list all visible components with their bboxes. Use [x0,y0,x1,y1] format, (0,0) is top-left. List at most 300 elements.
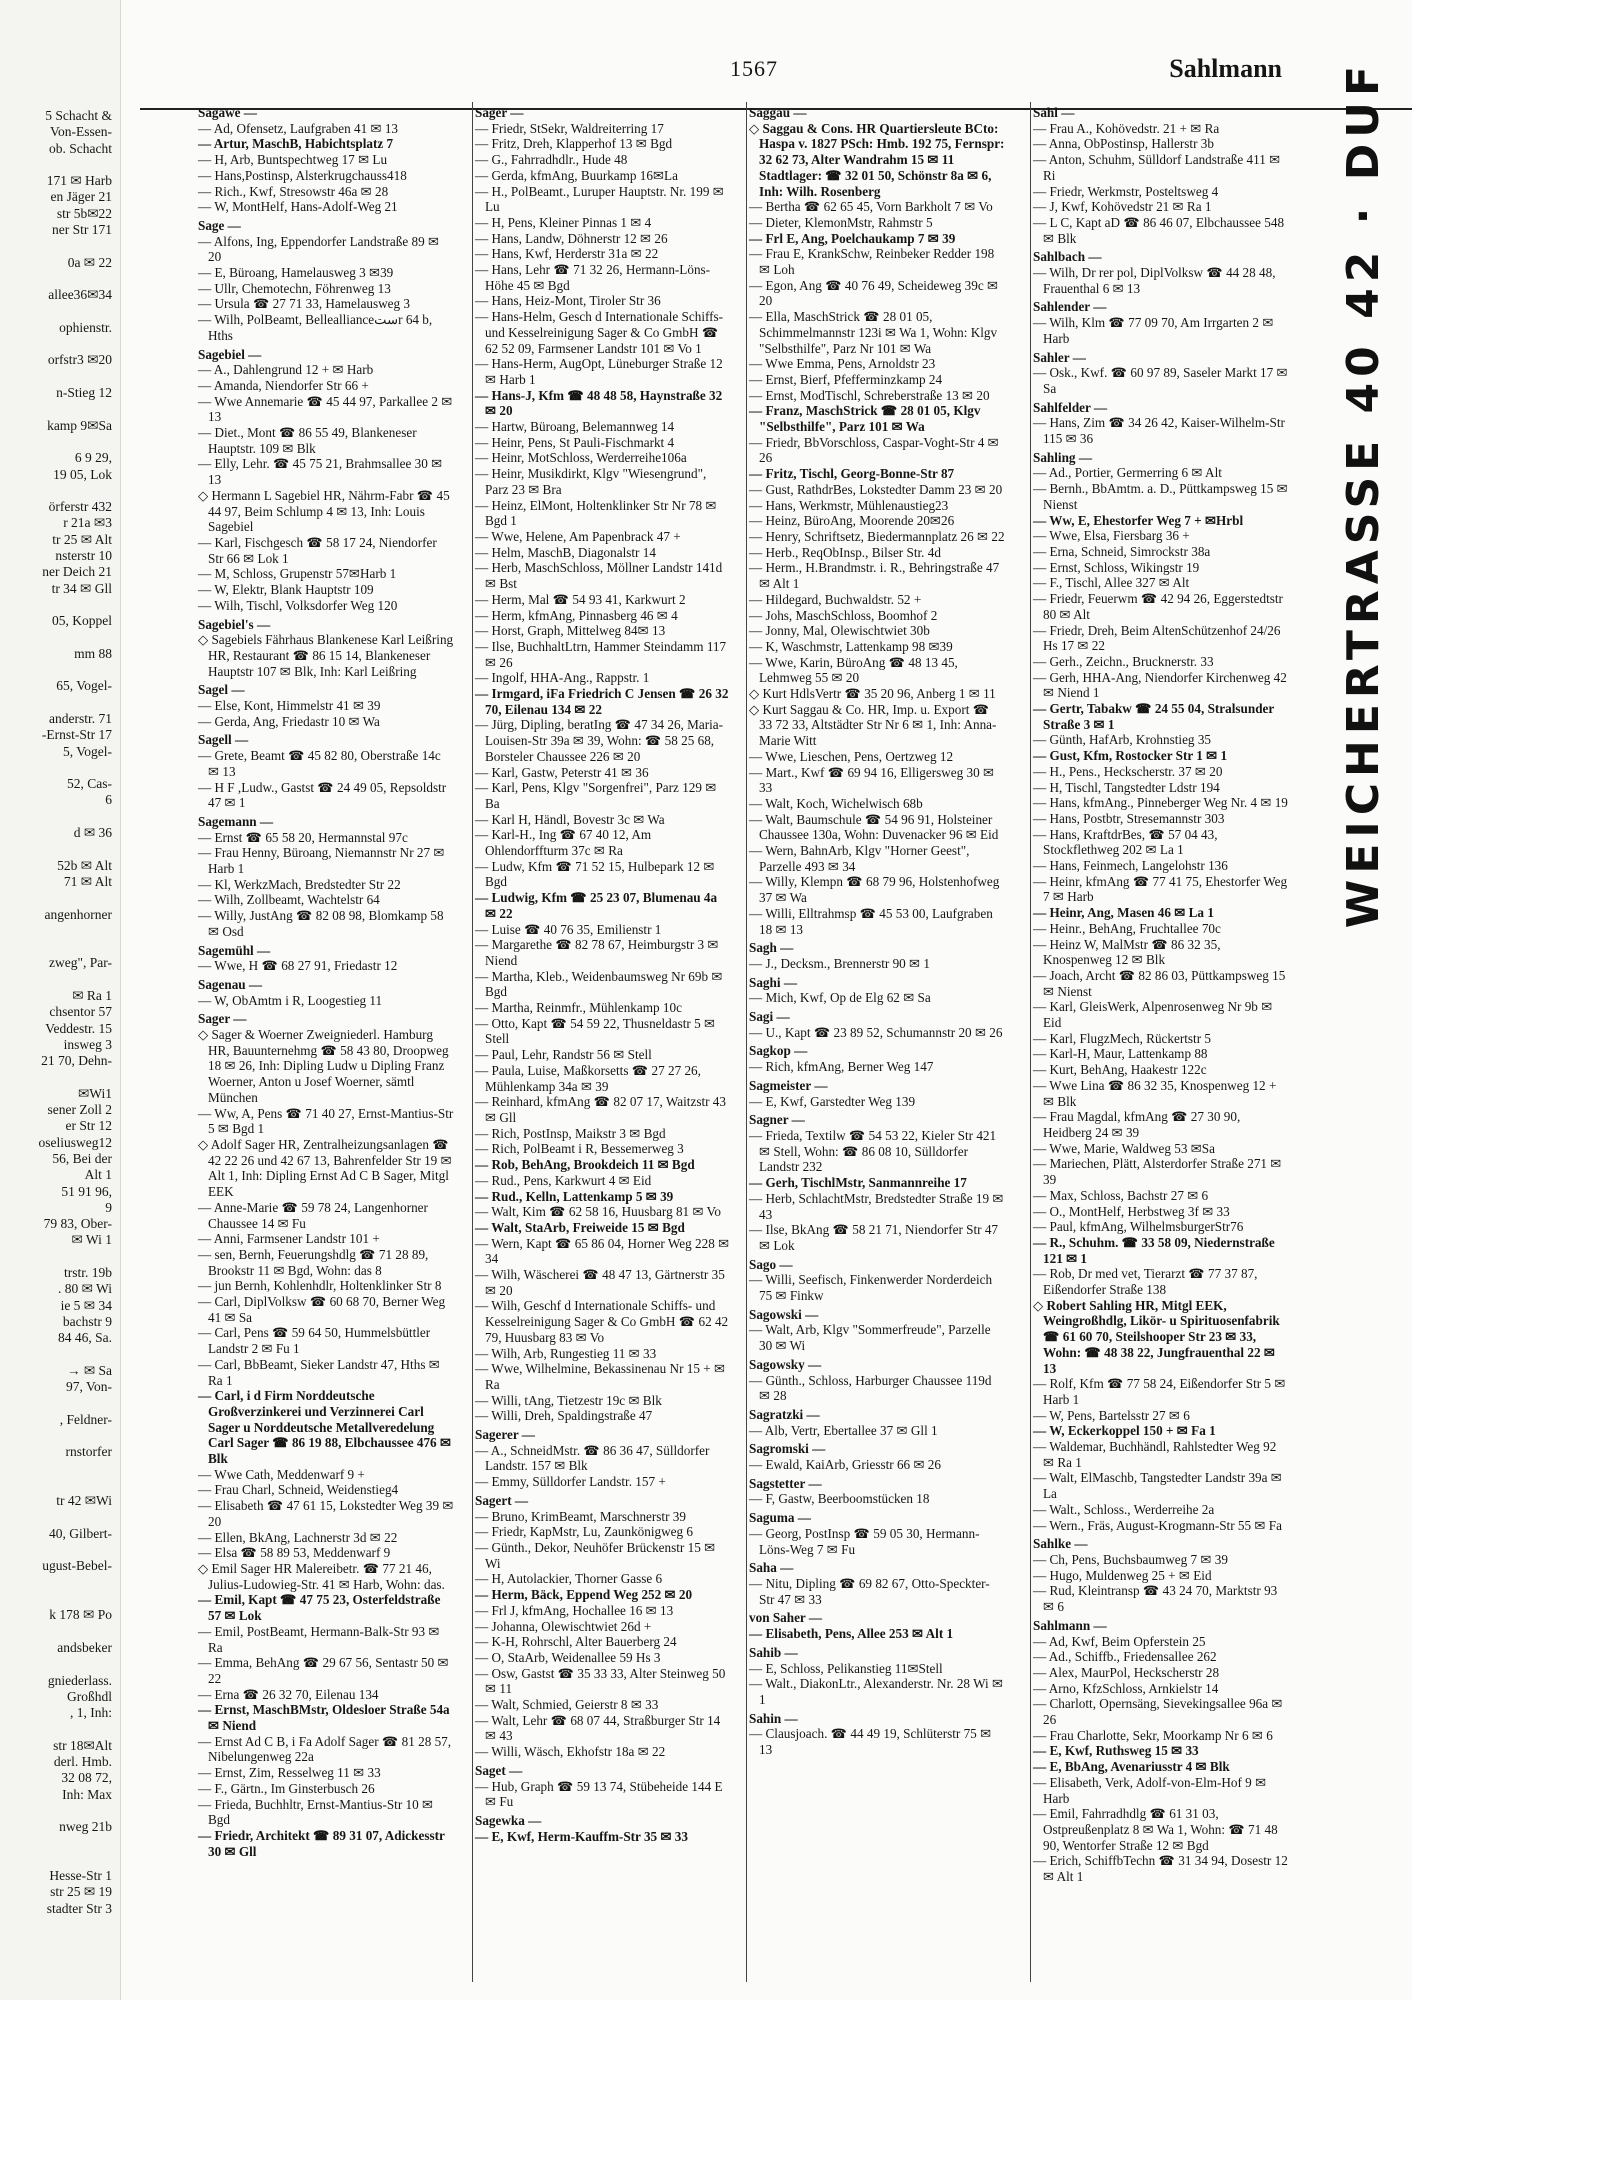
directory-entry: — Karl, FlugzMech, Rückertstr 5 [1033,1030,1211,1046]
directory-entry: — Otto, Kapt ☎ 54 59 22, Thusneldastr 5 ✉ Stell [475,1015,716,1047]
margin-line: str 18✉Alt [53,1737,112,1753]
surname-heading: Sagkop — [749,1043,808,1059]
surname-heading: Sagenau — [198,976,263,992]
blank-margin [1412,0,1600,2000]
directory-entry: — Wwe, Elsa, Fiersbarg 36 + [1033,528,1190,544]
margin-line: 05, Koppel [52,613,112,629]
directory-entry: — L C, Kapt aD ☎ 86 46 07, Elbchaussee 548 ✉ Blk [1033,214,1285,246]
directory-entry: — Hartw, Büroang, Belemannweg 14 [475,419,675,435]
directory-entry: — Johanna, Olewischtwiet 26d + [475,1618,652,1634]
directory-entry: — Ad, Kwf, Beim Opferstein 25 [1033,1633,1206,1649]
directory-entry: — Walt, Kim ☎ 62 58 16, Huusbarg 81 ✉ Vo [475,1204,721,1220]
directory-entry: — Alex, MaurPol, Heckscherstr 28 [1033,1664,1220,1680]
directory-entry: — Karl, Fischgesch ☎ 58 17 24, Niendorfer Str 66 ✉ Lok 1 [198,534,437,566]
directory-entry: — Willi, Elltrahmsp ☎ 45 53 00, Laufgraben 18 ✉ 13 [749,905,993,937]
directory-entry: — Ernst, MaschBMstr, Oldesloer Straße 54a ✉ Niend [198,1702,450,1734]
margin-line [0,157,112,173]
directory-entry: — Charlott, Opernsäng, Sievekingsallee 96a ✉ 26 [1033,1696,1283,1728]
margin-line [0,1835,112,1851]
directory-entry: — Hans-J, Kfm ☎ 48 48 58, Haynstraße 32 ✉ 20 [475,387,723,419]
directory-entry: — Franz, MaschStrick ☎ 28 01 05, Klgv "Selbsthilfe", Parz 101 ✉ Wa [749,403,981,435]
margin-line [0,1624,112,1640]
directory-entry: — Herm, kfmAng, Pinnasberg 46 ✉ 4 [475,607,678,623]
margin-line: en Jäger 21 [50,189,112,205]
directory-entry: — Paul, kfmAng, WilhelmsburgerStr76 [1033,1219,1244,1235]
margin-line [0,695,112,711]
margin-line [0,434,112,450]
margin-line [0,271,112,287]
surname-heading: Sahlbach — [1033,249,1102,265]
directory-entry: — Heinr, Pens, St Pauli-Fischmarkt 4 [475,434,675,450]
margin-line: . 80 ✉ Wi [57,1281,112,1297]
surname-heading: Sagmeister — [749,1077,828,1093]
directory-entry: — E, Kwf, Ruthsweg 15 ✉ 33 [1033,1743,1199,1759]
directory-entry: — Wilh, Tischl, Volksdorfer Weg 120 [198,597,398,613]
directory-entry: ◇ Sager & Woerner Zweigniederl. Hamburg HR, Bauunternehmg ☎ 58 43 80, Droopweg 18 ✉ 26, Inh: Dipling Ludw u Dipling Franz Woerner, Anton u Josef Woerner, sämtl München [198,1027,449,1105]
directory-entry: — Frau E, KrankSchw, Reinbeker Redder 198 ✉ Loh [749,246,995,278]
margin-line [0,369,112,385]
directory-entry: — Rolf, Kfm ☎ 77 58 24, Eißendorfer Str 5 ✉ Harb 1 [1033,1376,1286,1407]
margin-line [0,1575,112,1591]
directory-entry: — Gerda, Ang, Friedastr 10 ✉ Wa [198,713,380,729]
directory-entry: — Egon, Ang ☎ 40 76 49, Scheideweg 39c ✉ 20 [749,277,999,309]
directory-entry: — Willi, Dreh, Spaldingstraße 47 [475,1408,653,1424]
directory-entry: — Jürg, Dipling, beratIng ☎ 47 34 26, Maria-Louisen-Str 39a ✉ 39, Wohn: ☎ 58 25 68, Borsteler Chaussee 226 ✉ 20 [475,717,724,764]
directory-entry: — O, StaArb, Weidenallee 59 Hs 3 [475,1649,661,1665]
page-number: 1567 [730,56,778,81]
margin-line: trstr. 19b [63,1265,112,1281]
directory-entry: — Ernst, ModTischl, Schreberstraße 13 ✉ 20 [749,387,990,403]
directory-entry: — Waldemar, Buchhändl, Rahlstedter Weg 92 ✉ Ra 1 [1033,1439,1277,1470]
margin-line: tr 25 ✉ Alt [52,531,112,547]
directory-entry: — Günth, HafArb, Krohnstieg 35 [1033,732,1212,748]
directory-entry: — Else, Kont, Himmelstr 41 ✉ 39 [198,698,381,714]
directory-entry: — Frieda, Buchhltr, Ernst-Mantius-Str 10 ✉ Bgd [198,1796,434,1828]
directory-entry: — Martha, Reinmfr., Mühlenkamp 10c [475,1000,682,1016]
directory-entry: — Wern, Kapt ☎ 65 86 04, Horner Weg 228 ✉ 34 [475,1235,730,1267]
margin-line: insweg 3 [63,1036,112,1052]
directory-entry: — Wwe, Karin, BüroAng ☎ 48 13 45, Lehmweg 55 ✉ 20 [749,654,958,686]
directory-entry: — Wwe, Marie, Waldweg 53 ✉Sa [1033,1140,1215,1156]
margin-line: mm 88 [74,645,112,661]
directory-entry: — J, Kwf, Kohövedstr 21 ✉ Ra 1 [1033,199,1212,215]
directory-entry: — Willi, tAng, Tietzestr 19c ✉ Blk [475,1392,662,1408]
surname-heading: Sahlender — [1033,299,1107,315]
directory-entry: — Rud, Kleintransp ☎ 43 24 70, Marktstr 93 ✉ 6 [1033,1583,1278,1615]
directory-entry: — H, Autolackier, Thorner Gasse 6 [475,1571,663,1587]
directory-entry: — Ursula ☎ 27 71 33, Hamelausweg 3 [198,296,411,312]
surname-heading: Sagstetter — [749,1475,822,1491]
directory-entry: — F, Gastw, Beerboomstücken 18 [749,1491,930,1507]
directory-entry: — Ad, Ofensetz, Laufgraben 41 ✉ 13 [198,120,399,136]
margin-line: 5, Vogel- [62,743,112,759]
margin-line [0,939,112,955]
directory-entry: — Amanda, Niendorfer Str 66 + [198,377,369,393]
margin-line [0,304,112,320]
directory-entry: — Walt, Baumschule ☎ 54 96 91, Holsteiner Chaussee 130a, Wohn: Duvenacker 96 ✉ Eid [749,811,999,843]
margin-line: Von-Essen- [50,124,112,140]
directory-entry: — Herm, Mal ☎ 54 93 41, Karkwurt 2 [475,591,686,607]
surname-heading: Sahib — [749,1644,798,1660]
directory-entry: — Walt, Lehr ☎ 68 07 44, Straßburger Str 14 ✉ 43 [475,1712,721,1744]
directory-entry: — Hans-Helm, Gesch d Internationale Schiffs- und Kesselreinigung Sager & Co GmbH ☎ 62 52 09, Farmsener Landstr 101 ✉ Vo 1 [475,309,724,356]
directory-entry: — Wilh, Klm ☎ 77 09 70, Am Irrgarten 2 ✉ Harb [1033,315,1274,346]
margin-line: rnstorfer [65,1444,112,1460]
directory-entry: — Wwe Annemarie ☎ 45 44 97, Parkallee 2 ✉ 13 [198,393,453,425]
margin-line [0,923,112,939]
margin-line: -Ernst-Str 17 [41,727,112,743]
directory-entry: — Heinr., BehAng, Fruchtallee 70c [1033,920,1221,936]
directory-entry: — H F ,Ludw., Gastst ☎ 24 49 05, Repsoldstr 47 ✉ 1 [198,779,447,811]
margin-line: 40, Gilbert- [49,1525,112,1541]
margin-line: 79 83, Ober- [43,1216,112,1232]
margin-line [0,1477,112,1493]
surname-heading: Sahler — [1033,349,1086,365]
directory-entry: — G., Fahrradhdlr., Hude 48 [475,152,628,168]
directory-column-4 [1030,102,1289,1982]
directory-entry: — Elly, Lehr. ☎ 45 75 21, Brahmsallee 30 ✉ 13 [198,456,443,488]
margin-line: stadter Str 3 [46,1900,112,1916]
directory-entry: — Herm, Bäck, Eppend Weg 252 ✉ 20 [475,1587,693,1603]
directory-entry: — Hans, Landw, Döhnerstr 12 ✉ 26 [475,230,668,246]
directory-entry: — Ingolf, HHA-Ang., Rappstr. 1 [475,670,650,686]
directory-entry: — Frau Henny, Büroang, Niemannstr Nr 27 ✉ Harb 1 [198,845,445,877]
directory-entry: — R., Schuhm. ☎ 33 58 09, Niedernstraße 121 ✉ 1 [1033,1234,1275,1266]
directory-entry: — E, Büroang, Hamelausweg 3 ✉39 [198,265,394,281]
directory-entry: — Wwe Cath, Meddenwarf 9 + [198,1466,365,1482]
directory-entry: — Frl J, kfmAng, Hochallee 16 ✉ 13 [475,1602,674,1618]
directory-entry: — Margarethe ☎ 82 78 67, Heimburgstr 3 ✉ Niend [475,937,719,968]
directory-entry: — Karl, Gastw, Peterstr 41 ✉ 36 [475,764,649,780]
directory-entry: — Ad., Schiffb., Friedensallee 262 [1033,1649,1217,1665]
surname-heading: Sagh — [749,940,794,956]
margin-line: Großhdl [67,1688,112,1704]
margin-line: Alt 1 [84,1167,112,1183]
directory-entry: — Arno, KfzSchloss, Arnkielstr 14 [1033,1680,1219,1696]
directory-entry: — Hub, Graph ☎ 59 13 74, Stübeheide 144 E ✉ Fu [475,1778,723,1810]
margin-line [0,401,112,417]
margin-line [0,1852,112,1868]
directory-entry: — Elsa ☎ 58 89 53, Meddenwarf 9 [198,1545,391,1561]
directory-entry: — Grete, Beamt ☎ 45 82 80, Oberstraße 14c ✉ 13 [198,748,441,779]
directory-entry: — Hugo, Muldenweg 25 + ✉ Eid [1033,1567,1212,1583]
directory-entry: — Heinz, BüroAng, Moorende 20✉26 [749,513,955,529]
margin-line: Inh: Max [62,1786,112,1802]
directory-entry: — O., MontHelf, Herbstweg 3f ✉ 33 [1033,1203,1230,1219]
directory-entry: — K-H, Rohrschl, Alter Bauerberg 24 [475,1634,677,1650]
margin-line: sener Zoll 2 [47,1102,112,1118]
directory-entry: — Herb, SchlachtMstr, Bredstedter Straße 19 ✉ 43 [749,1190,1004,1222]
margin-line: 97, Von- [65,1379,112,1395]
directory-entry: — jun Bernh, Kohlenhdlr, Holtenklinker Str 8 [198,1278,442,1294]
directory-entry: — Walt., DiakonLtr., Alexanderstr. Nr. 28 Wi ✉ 1 [749,1676,1004,1707]
directory-entry: — Kl, WerkzMach, Bredstedter Str 22 [198,876,401,892]
margin-line: er Str 12 [65,1118,112,1134]
directory-entry: — Wilh, Geschf d Internationale Schiffs- und Kesselreinigung Sager & Co GmbH ☎ 62 42 79, Huusbarg 83 ✉ Vo [475,1298,729,1345]
directory-entry: — Herb, MaschSchloss, Möllner Landstr 141d ✉ Bst [475,560,723,592]
directory-entry: — K, Waschmstr, Lattenkamp 98 ✉39 [749,638,953,654]
surname-heading: von Saher — [749,1610,823,1626]
directory-entry: ◇ Saggau & Cons. HR Quartiersleute BCto: Haspa v. 1827 PSch: Hmb. 192 75, Fernspr: 32 62 73, Alter Wandrahm 15 ✉ 11 Stadtlager: ☎ 32 01 50, Schönstr 8a ✉ 6, Inh: Wilh. Rosenberg [749,120,1005,199]
directory-entry: — E, BbAng, Avenariusstr 4 ✉ Blk [1033,1759,1230,1775]
directory-entry: — Emil, Fahrradhdlg ☎ 61 31 03, Ostpreußenplatz 8 ✉ Wa 1, Wohn: ☎ 71 48 90, Wentorfer Straße 12 ✉ Bgd [1033,1806,1278,1853]
directory-entry: — Alfons, Ing, Eppendorfer Landstraße 89 ✉ 20 [198,233,440,265]
directory-entry: ◇ Sagebiels Fährhaus Blankenese Karl Leißring HR, Restaurant ☎ 86 15 14, Blankeneser Hauptstr 107 ✉ Blk, Inh: Karl Leißring [198,632,454,679]
directory-entry: — Bertha ☎ 62 65 45, Vorn Barkholt 7 ✉ Vo [749,199,993,215]
directory-entry: — E, Kwf, Herm-Kauffm-Str 35 ✉ 33 [475,1828,688,1844]
margin-line: Veddestr. 15 [45,1020,112,1036]
directory-entry: — Elisabeth, Verk, Adolf-von-Elm-Hof 9 ✉ Harb [1033,1774,1267,1806]
directory-entry: — Ewald, KaiArb, Griesstr 66 ✉ 26 [749,1457,941,1473]
directory-entry: — Ullr, Chemotechn, Föhrenweg 13 [198,280,391,296]
directory-entry: — Osk., Kwf. ☎ 60 97 89, Saseler Markt 17 ✉ Sa [1033,365,1288,396]
directory-entry: — Paula, Luise, Maßkorsetts ☎ 27 27 26, Mühlenkamp 34a ✉ 39 [475,1062,701,1094]
surname-heading: Sagebiel's — [198,616,271,632]
directory-entry: — Ernst Ad C B, i Fa Adolf Sager ☎ 81 28 57, Nibelungenweg 22a [198,1733,452,1765]
margin-line: ✉Wi1 [77,1085,112,1101]
directory-entry: — F., Tischl, Allee 327 ✉ Alt [1033,575,1190,591]
directory-entry: — A., Dahlengrund 12 + ✉ Harb [198,362,374,378]
directory-entry: — Irmgard, iFa Friedrich C Jensen ☎ 26 32 70, Eilenau 134 ✉ 22 [475,686,729,717]
margin-line [0,1395,112,1411]
directory-entry: — Karl, Pens, Klgv "Sorgenfrei", Parz 129 ✉ Ba [475,780,717,811]
margin-line: allee36✉34 [48,287,112,303]
directory-entry: — Hans, KraftdrBes, ☎ 57 04 43, Stockflethweg 202 ✉ La 1 [1033,826,1218,858]
margin-line: ner Deich 21 [42,564,112,580]
previous-page-margin-text [0,108,112,1988]
directory-entry: — Rud., Kelln, Lattenkamp 5 ✉ 39 [475,1188,674,1204]
surname-heading: Sagemann — [198,813,274,829]
directory-entry: — Ernst, Bierf, Pfefferminzkamp 24 [749,371,943,387]
directory-entry: — Frau Charl, Schneid, Weidenstieg4 [198,1482,399,1498]
stamp-text: WEICHERTRASSE 40 42 · DUF [1338,60,1389,929]
surname-heading: Saggau — [749,105,807,120]
directory-entry: — Emil, PostBeamt, Hermann-Balk-Str 93 ✉ Ra [198,1623,440,1655]
directory-entry: — Hans, Werkmstr, Mühlenaustieg23 [749,497,949,513]
directory-entry: — Carl, DiplVolksw ☎ 60 68 70, Berner Weg 41 ✉ Sa [198,1294,446,1325]
directory-entry: — Ludwig, Kfm ☎ 25 23 07, Blumenau 4a ✉ 22 [475,890,718,921]
directory-entry: — Bernh., BbAmtm. a. D., Püttkampsweg 15 ✉ Nienst [1033,481,1288,512]
surname-heading: Sager — [475,105,524,120]
directory-entry: — Nitu, Dipling ☎ 69 82 67, Otto-Speckter-Str 47 ✉ 33 [749,1575,990,1607]
directory-entry: — Heinr, Musikdirkt, Klgv "Wiesengrund", Parz 23 ✉ Bra [475,466,707,497]
directory-entry: — Gerh, TischlMstr, Sanmannreihe 17 [749,1175,967,1191]
margin-line: 32 08 72, [61,1770,112,1786]
directory-entry: — Jonny, Mal, Olewischtwiet 30b [749,623,930,639]
directory-entry: — Anna, ObPostinsp, Hallerstr 3b [1033,136,1214,152]
directory-entry: — Ch, Pens, Buchsbaumweg 7 ✉ 39 [1033,1551,1228,1567]
directory-entry: — U., Kapt ☎ 23 89 52, Schumannstr 20 ✉ 26 [749,1024,1003,1040]
vertical-margin-stamp [1338,60,1402,1660]
margin-line: , 1, Inh: [70,1705,112,1721]
margin-line: ✉ Ra 1 [72,988,112,1004]
directory-entry: — Friedr, Architekt ☎ 89 31 07, Adickesstr 30 ✉ Gll [198,1827,445,1859]
margin-line [0,1542,112,1558]
directory-entry: — Henry, Schriftsetz, Biedermannplatz 26 ✉ 22 [749,528,1005,544]
surname-heading: Sagromski — [749,1441,826,1457]
directory-entry: — Wwe, Helene, Am Papenbrack 47 + [475,528,681,544]
margin-line: 65, Vogel- [56,678,112,694]
directory-entry: — Friedr, Dreh, Beim AltenSchützenhof 24/26 Hs 17 ✉ 22 [1033,622,1281,654]
directory-entry: — Emil, Kapt ☎ 47 75 23, Osterfeldstraße 57 ✉ Lok [198,1592,441,1624]
directory-entry: — Gertr, Tabakw ☎ 24 55 04, Stralsunder Straße 3 ✉ 1 [1033,701,1275,732]
directory-entry: — Karl, GleisWerk, Alpenrosenweg Nr 9b ✉ Eid [1033,999,1273,1031]
margin-line [0,597,112,613]
directory-entry: — Bruno, KrimBeamt, Marschnerstr 39 [475,1508,686,1524]
margin-line: angenhorner [44,906,112,922]
directory-entry: — Hans, Zim ☎ 34 26 42, Kaiser-Wilhelm-Str 115 ✉ 36 [1033,415,1285,447]
directory-entry: — Emma, BehAng ☎ 29 67 56, Sentastr 50 ✉ 22 [198,1655,449,1686]
surname-heading: Sagner — [749,1112,805,1128]
directory-entry: — Ilse, BkAng ☎ 58 21 71, Niendorfer Str 47 ✉ Lok [749,1222,999,1253]
margin-line [0,1721,112,1737]
directory-entry: — Friedr, Werkmstr, Posteltsweg 4 [1033,183,1219,199]
directory-entry: — J., Decksm., Brennerstr 90 ✉ 1 [749,955,930,971]
directory-entry: — Ww, E, Ehestorfer Weg 7 + ✉Hrbl [1033,512,1244,528]
margin-line [0,483,112,499]
directory-entry: — Wilh, PolBeamt, Belleallianceستr 64 b, Hths [198,312,433,343]
surname-heading: Sahin — [749,1710,798,1726]
directory-entry: — Rich, PostInsp, Maikstr 3 ✉ Bgd [475,1125,666,1141]
directory-entry: — Gust, Kfm, Rostocker Str 1 ✉ 1 [1033,748,1228,764]
directory-entry: — Ella, MaschStrick ☎ 28 01 05, Schimmelmannstr 123i ✉ Wa 1, Wohn: Klgv "Selbsthilfe", Parz Nr 101 ✉ Wa [749,309,998,356]
margin-line: 6 9 29, [74,450,112,466]
directory-entry: — Hildegard, Buchwaldstr. 52 + [749,591,922,607]
directory-entry: — W, Pens, Bartelsstr 27 ✉ 6 [1033,1407,1190,1423]
margin-line [0,1803,112,1819]
directory-entry: — Wwe Lina ☎ 86 32 35, Knospenweg 12 + ✉ Blk [1033,1077,1277,1109]
surname-heading: Sagebiel — [198,346,262,362]
surname-heading: Sagawe — [198,105,257,120]
directory-entry: — Gerh, HHA-Ang, Niendorfer Kirchenweg 42 ✉ Niend 1 [1033,669,1287,701]
surname-heading: Sahlmann — [1033,1617,1107,1633]
directory-entry: — Mariechen, Plätt, Alsterdorfer Straße 271 ✉ 39 [1033,1156,1282,1188]
directory-entry: — Karl-H., Ing ☎ 67 40 12, Am Ohlendorffturm 37c ✉ Ra [475,827,652,859]
directory-entry: ◇ Emil Sager HR Malereibetr. ☎ 77 21 46, Julius-Ludowieg-Str. 41 ✉ Harb, Wohn: das. [198,1560,445,1592]
directory-entry: — Frau Charlotte, Sekr, Moorkamp Nr 6 ✉ 6 [1033,1727,1273,1743]
directory-entry: — Friedr, StSekr, Waldreiterring 17 [475,120,664,136]
margin-line [0,336,112,352]
directory-entry: — Mich, Kwf, Op de Elg 62 ✉ Sa [749,990,931,1006]
margin-line: 71 ✉ Alt [63,873,112,889]
directory-entry: — Wilh, Zollbeamt, Wachtelstr 64 [198,892,380,908]
margin-line: ob. Schacht [49,140,112,156]
directory-entry: — Friedr, Feuerwm ☎ 42 94 26, Eggerstedtstr 80 ✉ Alt [1033,591,1283,622]
margin-line: d ✉ 36 [73,825,112,841]
margin-line [0,841,112,857]
directory-entry: — Heinr, MotSchloss, Werderreihe106a [475,450,687,466]
margin-line [0,760,112,776]
directory-entry: — Clausjoach. ☎ 44 49 19, Schlüterstr 75 ✉ 13 [749,1726,992,1758]
directory-entry: — Anton, Schuhm, Sülldorf Landstraße 411 ✉ Ri [1033,152,1281,183]
surname-heading: Saha — [749,1560,794,1576]
directory-entry: — Artur, MaschB, Habichtsplatz 7 [198,136,394,152]
surname-heading: Sahlke — [1033,1536,1088,1552]
surname-heading: Sagewka — [475,1812,542,1828]
margin-line [0,630,112,646]
directory-entry: — F., Gärtn., Im Ginsterbusch 26 [198,1780,375,1796]
directory-entry: — Erich, SchiffbTechn ☎ 31 34 94, Dosestr 12 ✉ Alt 1 [1033,1853,1288,1885]
surname-heading: Sagell — [198,732,249,748]
surname-heading: Sagowsky — [749,1356,822,1372]
directory-column-2 [472,102,731,1982]
directory-entry: — Walt, Arb, Klgv "Sommerfreude", Parzelle 30 ✉ Wi [749,1322,991,1354]
directory-entry: — Ad., Portier, Germerring 6 ✉ Alt [1033,465,1222,481]
directory-entry: — Rich, kfmAng, Berner Weg 147 [749,1059,934,1075]
margin-line: ophienstr. [59,319,112,335]
margin-line: str 5b✉22 [56,205,112,221]
margin-line: str 25 ✉ 19 [50,1884,112,1900]
surname-heading: Sagratzki — [749,1406,820,1422]
directory-entry: — Elisabeth, Pens, Allee 253 ✉ Alt 1 [749,1626,954,1642]
margin-line: ner Str 171 [52,222,112,238]
margin-line: Hesse-Str 1 [49,1868,112,1884]
directory-entry: — Anne-Marie ☎ 59 78 24, Langenhorner Chaussee 14 ✉ Fu [198,1199,428,1231]
margin-line: 56, Bei der [52,1151,112,1166]
directory-entry: — Frau A., Kohövedstr. 21 + ✉ Ra [1033,120,1220,136]
directory-entry: — Kurt, BehAng, Haakestr 122c [1033,1062,1207,1078]
directory-entry: ◇ Adolf Sager HR, Zentralheizungsanlagen ☎ 42 22 26 und 42 67 13, Bahrenfelder Str 19 ✉ Alt 1, Inh: Dipling Ernst Ad C B Sager, Mitgl EEK [198,1137,452,1200]
margin-line: kamp 9✉Sa [47,417,112,433]
surname-heading: Sagel — [198,682,245,698]
directory-entry: — Rob, Dr med vet, Tierarzt ☎ 77 37 87, Eißendorfer Straße 138 [1033,1266,1258,1298]
directory-entry: — Helm, MaschB, Diagonalstr 14 [475,544,656,560]
directory-entry: — Martha, Kleb., Weidenbaumsweg Nr 69b ✉ Bgd [475,968,723,1000]
directory-entry: — Walt., Schloss., Werderreihe 2a [1033,1501,1215,1517]
directory-entry: — Horst, Graph, Mittelweg 84✉ 13 [475,623,666,639]
directory-entry: — Walt, Schmied, Geierstr 8 ✉ 33 [475,1697,659,1713]
directory-entry: — Max, Schloss, Bachstr 27 ✉ 6 [1033,1187,1209,1203]
margin-line: andsbeker [57,1639,112,1655]
margin-line: tr 34 ✉ Gll [51,580,112,596]
margin-line: k 178 ✉ Po [49,1607,112,1623]
directory-entry: ◇ Robert Sahling HR, Mitgl EEK, Weingroßhdlg, Likör- u Spirituosenfabrik ☎ 61 60 70, Steilshooper Str 23 ✉ 33, Wohn: ☎ 48 38 22, Jungfrauenthal 22 ✉ 13 [1033,1297,1280,1376]
margin-line: ugust-Bebel- [42,1558,112,1574]
directory-entry: ◇ Kurt Saggau & Co. HR, Imp. u. Export ☎ 33 72 33, Altstädter Str Nr 6 ✉ 1, Inh: Anna-Marie Witt [749,701,997,749]
margin-line: derl. Hmb. [53,1753,112,1769]
directory-entry: — Herm., H.Brandmstr. i. R., Behringstraße 47 ✉ Alt 1 [749,560,1000,592]
margin-line [0,809,112,825]
margin-line: tr 42 ✉Wi [56,1493,112,1509]
directory-entry: — Anni, Farmsener Landstr 101 + [198,1231,380,1247]
directory-entry: — Georg, PostInsp ☎ 59 05 30, Hermann-Löns-Weg 7 ✉ Fu [749,1525,980,1557]
margin-line: 0a ✉ 22 [67,254,112,270]
margin-line [0,1070,112,1086]
margin-line [0,1656,112,1672]
margin-line: 171 ✉ Harb [46,173,112,189]
directory-entry: — Rich, PolBeamt i R, Bessemerweg 3 [475,1141,684,1157]
directory-entry: — Heinr, Ang, Masen 46 ✉ La 1 [1033,905,1214,921]
directory-column-3 [746,102,1005,1982]
directory-entry: — M, Schloss, Grupenstr 57✉Harb 1 [198,566,397,582]
directory-entry: — Fritz, Tischl, Georg-Bonne-Str 87 [749,466,955,482]
surname-heading: Sage — [198,217,241,233]
directory-entry: — Frieda, Textilw ☎ 54 53 22, Kieler Str 421 ✉ Stell, Wohn: ☎ 86 08 10, Sülldorfer Landstr 232 [749,1128,997,1175]
directory-entry: — E, Kwf, Garstedter Weg 139 [749,1093,916,1109]
margin-line: ie 5 ✉ 34 [60,1297,112,1313]
directory-entry: — Elisabeth ☎ 47 61 15, Lokstedter Weg 39 ✉ 20 [198,1498,454,1529]
directory-entry: — Walt, ElMaschb, Tangstedter Landstr 39a ✉ La [1033,1470,1282,1502]
directory-entry: — Hans, Lehr ☎ 71 32 26, Hermann-Löns-Höhe 45 ✉ Bgd [475,262,711,293]
directory-entry: — Ludw, Kfm ☎ 71 52 15, Hulbepark 12 ✉ Bgd [475,858,715,890]
directory-entry: — Emmy, Sülldorfer Landstr. 157 + [475,1474,666,1490]
margin-line: örferstr 432 [48,499,112,515]
margin-line [0,1249,112,1265]
directory-entry: — Ellen, BkAng, Lachnerstr 3d ✉ 22 [198,1529,398,1545]
margin-line [0,662,112,678]
margin-line: gniederlass. [47,1672,112,1688]
directory-entry: — Osw, Gastst ☎ 35 33 33, Alter Steinweg 50 ✉ 11 [475,1665,726,1697]
